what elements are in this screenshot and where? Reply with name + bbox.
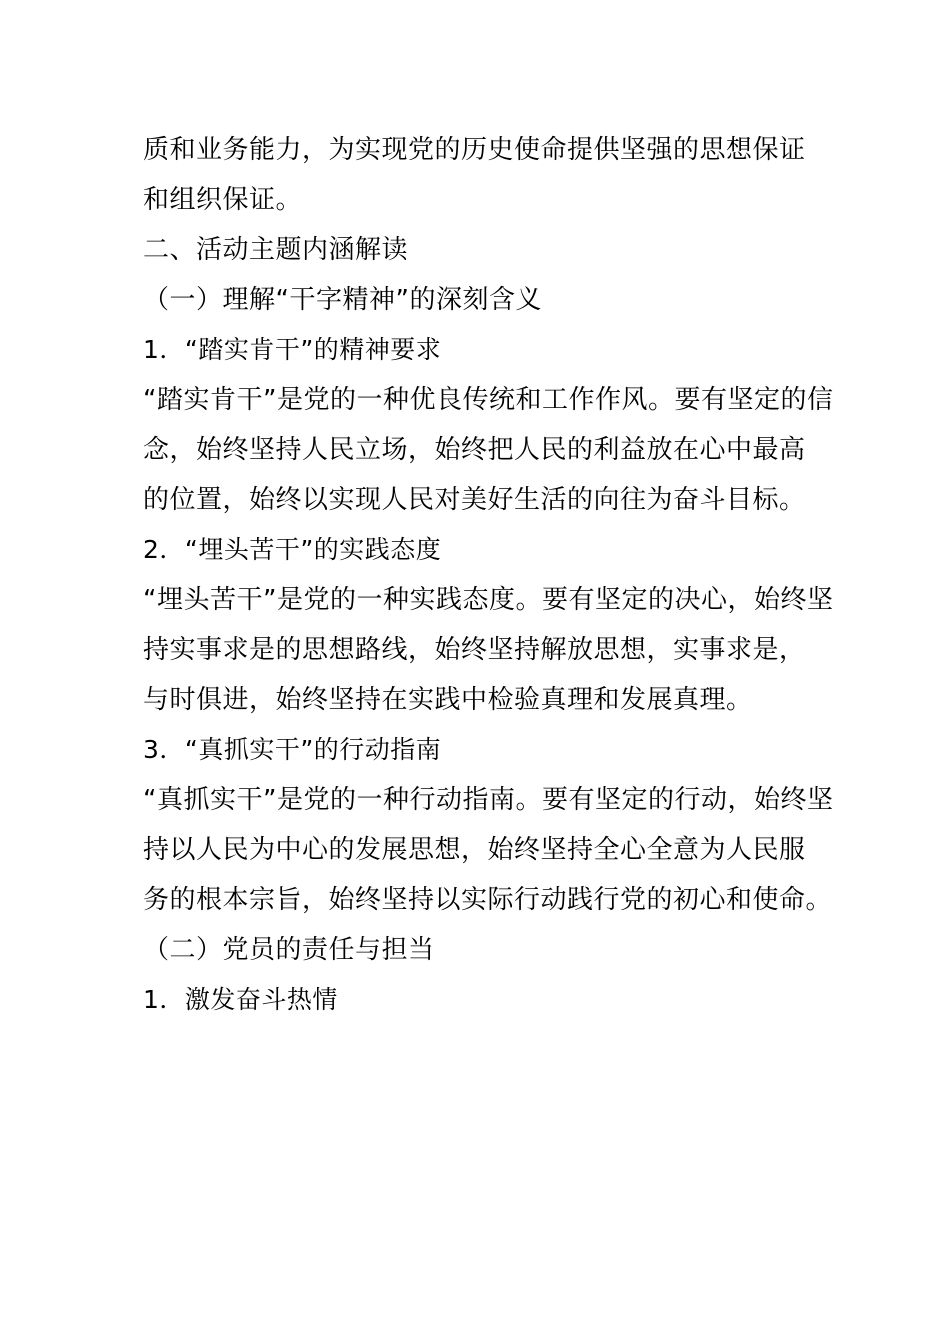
section-heading: 二、活动主题内涵解读	[143, 235, 409, 265]
document-body	[143, 125, 834, 1025]
paragraph-line: 质和业务能力，为实现党的历史使命提供坚强的思想保证	[143, 135, 806, 165]
item-heading: 1．“踏实肯干”的精神要求	[143, 335, 442, 364]
paragraph-line: “踏实肯干”是党的一种优良传统和工作作风。要有坚定的信	[143, 385, 834, 415]
item-heading: 2．“埋头苦干”的实践态度	[143, 535, 442, 564]
paragraph-line: 务的根本宗旨，始终坚持以实际行动践行党的初心和使命。	[143, 885, 833, 915]
subsection-heading: （二）党员的责任与担当	[143, 935, 435, 965]
paragraph-line: 持以人民为中心的发展思想，始终坚持全心全意为人民服	[143, 835, 806, 865]
paragraph-line: “真抓实干”是党的一种行动指南。要有坚定的行动，始终坚	[143, 785, 834, 815]
paragraph-line: 和组织保证。	[143, 185, 303, 215]
paragraph-line: 念，始终坚持人民立场，始终把人民的利益放在心中最高	[143, 435, 806, 465]
paragraph-line: 持实事求是的思想路线，始终坚持解放思想，实事求是，	[143, 635, 806, 665]
item-heading: 1．激发奋斗热情	[143, 985, 338, 1014]
subsection-heading: （一）理解“干字精神”的深刻含义	[143, 285, 542, 315]
item-heading: 3．“真抓实干”的行动指南	[143, 735, 442, 764]
paragraph-line: 的位置，始终以实现人民对美好生活的向往为奋斗目标。	[143, 485, 806, 515]
paragraph-line: 与时俱进，始终坚持在实践中检验真理和发展真理。	[143, 685, 753, 715]
paragraph-line: “埋头苦干”是党的一种实践态度。要有坚定的决心，始终坚	[143, 585, 834, 615]
